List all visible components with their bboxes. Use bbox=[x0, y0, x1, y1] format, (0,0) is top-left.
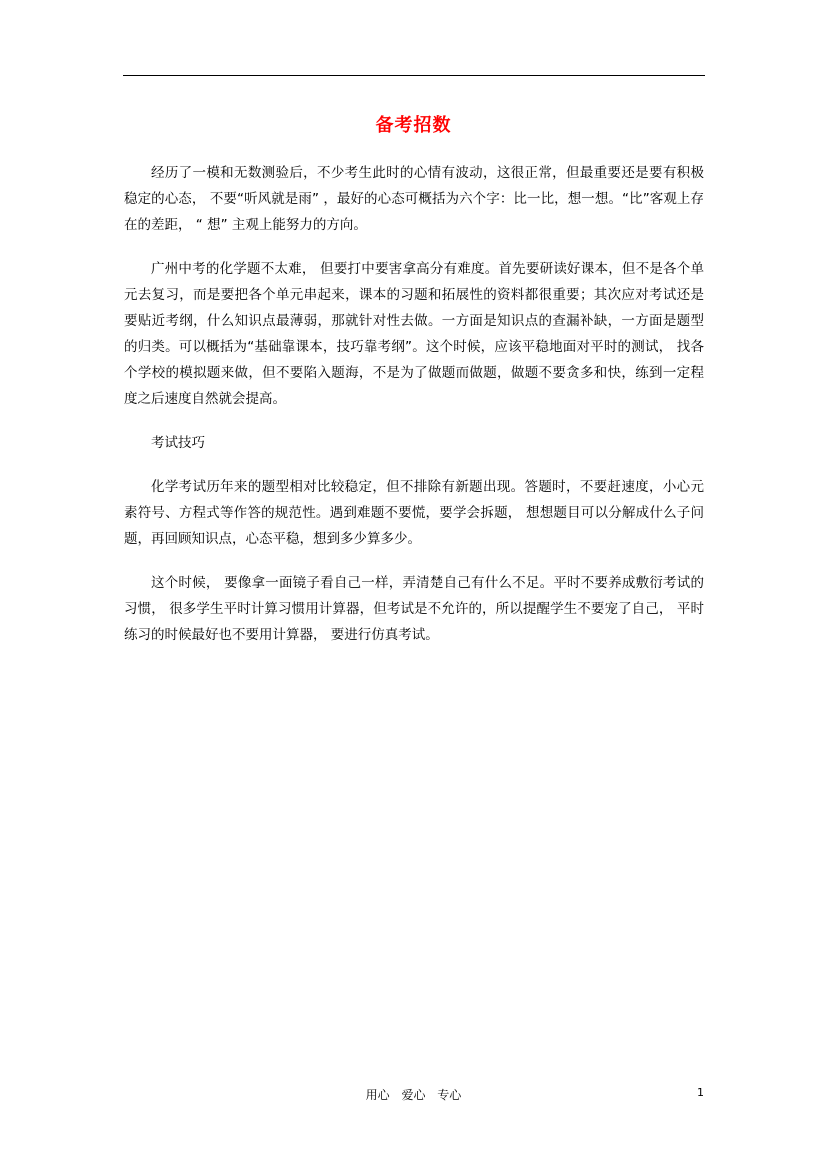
body-paragraph-2: 广州中考的化学题不太难， 但要打中要害拿高分有难度。首先要研读好课本，但不是各个单元去复习，而是要把各个单元串起来，课本的习题和拓展性的资料都很重要；其次应对考试还是要贴近考纲，什么知识点最薄弱，那就针对性去做。一方面是知识点的查漏补缺，一方面是题型的归类。可以概括为“基础靠课本，技巧靠考纲”。这个时候，应该平稳地面对平时的测试， 找各个学校的模拟题来做，但不要陷入题海，不是为了做题而做题，做题不要贪多和快，练到一定程度之后速度自然就会提高。 bbox=[124, 261, 704, 407]
header-rule bbox=[123, 75, 705, 76]
footer-motto: 用心 爱心 专心 bbox=[365, 1088, 462, 1102]
section-heading: 考试技巧 bbox=[151, 435, 205, 451]
document-title: 备考招数 bbox=[375, 115, 452, 136]
page-number: 1 bbox=[697, 1086, 704, 1099]
section-paragraph-1: 化学考试历年来的题型相对比较稳定，但不排除有新题出现。答题时，不要赶速度，小心元素符号、方程式等作答的规范性。遇到难题不要慌，要学会拆题， 想想题目可以分解成什么子问题，再回顾知识点，心态平稳，想到多少算多少。 bbox=[124, 479, 704, 547]
document-body bbox=[124, 160, 704, 666]
section-paragraph-2: 这个时候， 要像拿一面镜子看自己一样，弄清楚自己有什么不足。平时不要养成敷衍考试的习惯， 很多学生平时计算习惯用计算器，但考试是不允许的，所以提醒学生不要宠了自己， 平时练习的时候最好也不要用计算器， 要进行仿真考试。 bbox=[124, 575, 704, 643]
body-paragraph-1: 经历了一模和无数测验后，不少考生此时的心情有波动，这很正常，但最重要还是要有积极稳定的心态， 不要“听风就是雨” ，最好的心态可概括为六个字：比一比，想一想。“比”客观上存在的差距， “ 想” 主观上能努力的方向。 bbox=[124, 165, 704, 233]
